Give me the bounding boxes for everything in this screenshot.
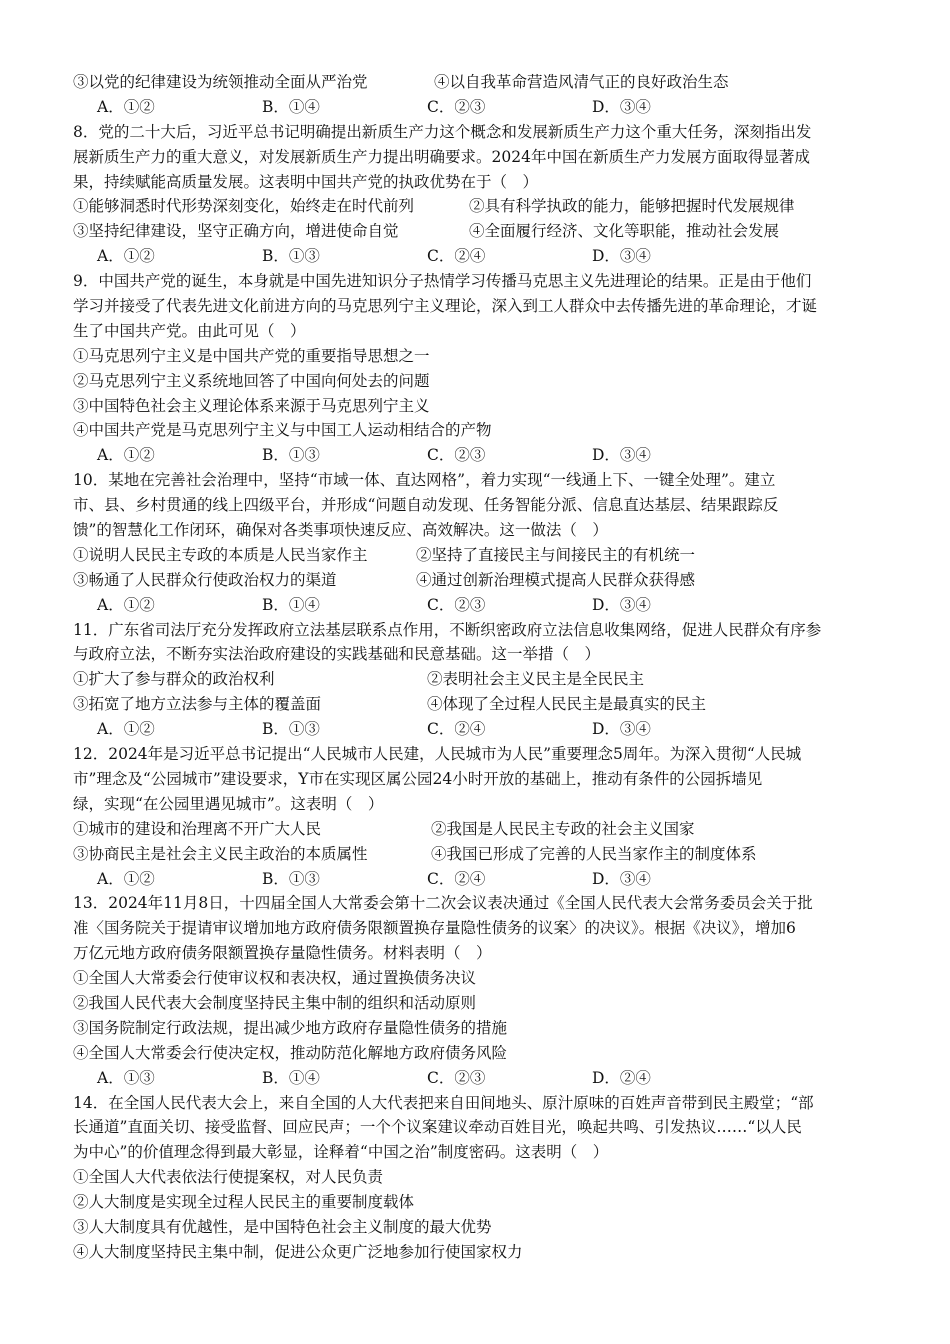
choice-b: B．①③ [262, 446, 320, 465]
option: ④通过创新治理模式提高人民群众获得感 [416, 570, 696, 589]
choice-d: D．②④ [592, 1068, 651, 1087]
choice-b: B．①③ [262, 247, 320, 266]
option: ①全国人大常委会行使审议权和表决权，通过置换债务决议 [73, 969, 477, 988]
option-pair [73, 842, 880, 867]
option: ②人大制度是实现全过程人民民主的重要制度载体 [73, 1193, 415, 1212]
question-stem-line: 展新质生产力的重大意义，对发展新质生产力提出明确要求。2024年中国在新质生产力发展方面取得显著成 [73, 147, 810, 166]
option: ④中国共产党是马克思列宁主义与中国工人运动相结合的产物 [73, 421, 492, 440]
answer-choices [73, 244, 880, 269]
choice-b: B．①④ [262, 595, 320, 614]
question-stem-line: 生了中国共产党。由此可见（ ） [73, 321, 306, 340]
question-12 [73, 742, 880, 891]
choice-a: A．①② [97, 446, 155, 465]
question-stem-line: 11．广东省司法厅充分发挥政府立法基层联系点作用，不断织密政府立法信息收集网络，促进人民群众有序参 [73, 620, 822, 639]
question-stem-line: 市”理念及“公园城市”建设要求，Y市在实现区属公园24小时开放的基础上，推动有条件的公园拆墙见 [73, 769, 763, 788]
choice-c: C．②③ [427, 595, 486, 614]
option: ①能够洞悉时代形势深刻变化，始终走在时代前列 [73, 197, 415, 216]
choice-c: C．②③ [427, 446, 486, 465]
option-pair [73, 692, 880, 717]
option-pair [73, 70, 880, 95]
question-stem-line: 学习并接受了代表先进文化前进方向的马克思列宁主义理论，深入到工人群众中去传播先进的革命理论，才诞 [73, 297, 818, 316]
answer-choices [73, 867, 880, 892]
option: ④全国人大常委会行使决定权，推动防范化解地方政府债务风险 [73, 1043, 508, 1062]
option: ③拓宽了地方立法参与主体的覆盖面 [73, 695, 322, 714]
choice-d: D．③④ [592, 247, 651, 266]
question-stem-line: 万亿元地方政府债务限额置换存量隐性债务。材料表明（ ） [73, 944, 492, 963]
choice-b: B．①③ [262, 720, 320, 739]
question-11 [73, 618, 880, 742]
question-7-tail [73, 70, 880, 120]
option-pair [73, 568, 880, 593]
question-10 [73, 468, 880, 617]
answer-choices [73, 593, 880, 618]
choice-a: A．①② [97, 97, 155, 116]
choice-d: D．③④ [592, 97, 651, 116]
option: ④我国已形成了完善的人民当家作主的制度体系 [431, 844, 757, 863]
option: ②我国是人民民主专政的社会主义国家 [431, 819, 695, 838]
option: ④人大制度坚持民主集中制，促进公众更广泛地参加行使国家权力 [73, 1242, 523, 1261]
answer-choices [73, 443, 880, 468]
choice-d: D．③④ [592, 869, 651, 888]
question-stem-line: 10．某地在完善社会治理中，坚持“市域一体、直达网格”，着力实现“一线通上下、一键全处理”。建立 [73, 471, 776, 490]
choice-a: A．①② [97, 595, 155, 614]
answer-choices [73, 95, 880, 120]
option: ②我国人民代表大会制度坚持民主集中制的组织和活动原则 [73, 993, 477, 1012]
question-stem-line: 果，持续赋能高质量发展。这表明中国共产党的执政优势在于（ ） [73, 172, 539, 191]
question-stem-line: 准〈国务院关于提请审议增加地方政府债务限额置换存量隐性债务的议案〉的决议》。根据《决议》，增加6 [73, 919, 796, 938]
choice-d: D．③④ [592, 720, 651, 739]
option: ④全面履行经济、文化等职能，推动社会发展 [469, 222, 780, 241]
option: ①说明人民民主专政的本质是人民当家作主 [73, 545, 368, 564]
option: ①城市的建设和治理离不开广大人民 [73, 819, 322, 838]
option: ②具有科学执政的能力，能够把握时代发展规律 [469, 197, 795, 216]
option: ③坚持纪律建设，坚守正确方向，增进使命自觉 [73, 222, 399, 241]
answer-choices [73, 1066, 880, 1091]
choice-c: C．②④ [427, 720, 486, 739]
question-stem-line: 绿，实现“在公园里遇见城市”。这表明（ ） [73, 794, 384, 813]
question-9 [73, 269, 880, 468]
option-pair [73, 219, 880, 244]
question-stem-line: 12．2024年是习近平总书记提出“人民城市人民建，人民城市为人民”重要理念5周年。为深入贯彻“人民城 [73, 745, 802, 764]
option: ①马克思列宁主义是中国共产党的重要指导思想之一 [73, 346, 430, 365]
question-stem-line: 与政府立法，不断夯实法治政府建设的实践基础和民意基础。这一举措（ ） [73, 645, 601, 664]
choice-c: C．②③ [427, 97, 486, 116]
question-14 [73, 1091, 880, 1265]
question-8 [73, 120, 880, 269]
option: ②马克思列宁主义系统地回答了中国向何处去的问题 [73, 371, 430, 390]
question-13 [73, 891, 880, 1090]
option: ②坚持了直接民主与间接民主的有机统一 [416, 545, 696, 564]
option-pair [73, 667, 880, 692]
choice-a: A．①② [97, 720, 155, 739]
choice-a: A．①② [97, 869, 155, 888]
question-stem-line: 14．在全国人民代表大会上，来自全国的人大代表把来自田间地头、原汁原味的百姓声音带到民主殿堂；“部 [73, 1093, 814, 1112]
option: ③国务院制定行政法规，提出减少地方政府存量隐性债务的措施 [73, 1018, 508, 1037]
choice-b: B．①④ [262, 1068, 320, 1087]
question-stem-line: 8．党的二十大后，习近平总书记明确提出新质生产力这个概念和发展新质生产力这个重大任务，深刻指出发 [73, 122, 812, 141]
option: ③中国特色社会主义理论体系来源于马克思列宁主义 [73, 396, 430, 415]
question-stem-line: 馈”的智慧化工作闭环，确保对各类事项快速反应、高效解决。这一做法（ ） [73, 521, 608, 540]
question-stem-line: 长通道”直面关切、接受监督、回应民声；一个个议案建议牵动百姓目光，唤起共鸣、引发热议……“以人民 [73, 1118, 802, 1137]
option: ③协商民主是社会主义民主政治的本质属性 [73, 844, 368, 863]
question-stem-line: 市、县、乡村贯通的线上四级平台，并形成“问题自动发现、任务智能分派、信息直达基层、结果跟踪反 [73, 496, 779, 515]
choice-b: B．①③ [262, 869, 320, 888]
question-stem-line: 13．2024年11月8日，十四届全国人大常委会第十二次会议表决通过《全国人民代表大会常务委员会关于批 [73, 894, 813, 913]
option-pair [73, 543, 880, 568]
choice-c: C．②③ [427, 1068, 486, 1087]
option-pair [73, 194, 880, 219]
option: ④体现了全过程人民民主是最真实的民主 [427, 695, 707, 714]
answer-choices [73, 717, 880, 742]
option: ④以自我革命营造风清气正的良好政治生态 [434, 73, 729, 91]
choice-d: D．③④ [592, 446, 651, 465]
choice-b: B．①④ [262, 97, 320, 116]
choice-a: A．①③ [97, 1068, 155, 1087]
option: ②表明社会主义民主是全民民主 [427, 670, 645, 689]
choice-c: C．②④ [427, 869, 486, 888]
choice-c: C．②④ [427, 247, 486, 266]
choice-a: A．①② [97, 247, 155, 266]
option: ①扩大了参与群众的政治权利 [73, 670, 275, 689]
option-pair [73, 817, 880, 842]
choice-d: D．③④ [592, 595, 651, 614]
question-stem-line: 为中心”的价值理念得到最大彰显，诠释着“中国之治”制度密码。这表明（ ） [73, 1143, 609, 1162]
option: ③畅通了人民群众行使政治权力的渠道 [73, 570, 337, 589]
option: ③以党的纪律建设为统领推动全面从严治党 [73, 73, 368, 91]
option: ①全国人大代表依法行使提案权，对人民负责 [73, 1168, 384, 1187]
question-stem-line: 9．中国共产党的诞生，本身就是中国先进知识分子热情学习传播马克思主义先进理论的结果。正是由于他们 [73, 272, 812, 291]
option: ③人大制度具有优越性，是中国特色社会主义制度的最大优势 [73, 1217, 492, 1236]
